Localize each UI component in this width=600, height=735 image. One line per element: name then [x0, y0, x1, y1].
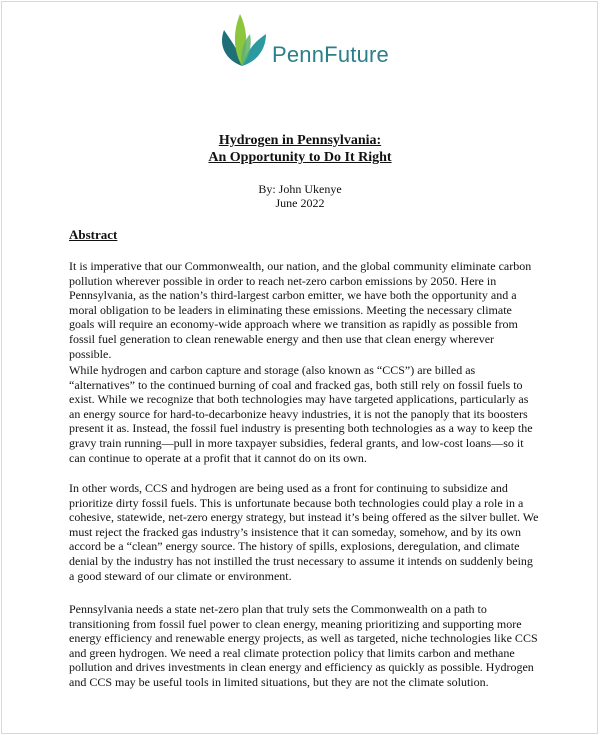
document-title-line2: An Opportunity to Do It Right	[208, 150, 392, 165]
logo-wordmark: PennFuture	[272, 42, 389, 67]
author-line: By: John Ukenye	[258, 182, 342, 196]
leaf-logo-icon	[212, 8, 272, 70]
abstract-paragraph-3: In other words, CCS and hydrogen are being used as a front for continuing to subsidize and prioritize dirty fossil fuels. This is unfortunate because both technologies could play a role in a cohesive, statewide, net-zero energy strategy, but instead it’s being offered as the silver bullet. We must reject the fracked gas industry’s insistence that it can someday, somehow, and by its own accord be a “clean” energy source. The history of spills, explosions, deregulation, and climate denial by the industry has not instilled the trust necessary to assume it intends on suddenly being a good steward of our climate or environment.	[69, 481, 539, 583]
abstract-paragraph-2: While hydrogen and carbon capture and storage (also known as “CCS”) are billed as “alternatives” to the continued burning of coal and fracked gas, both still rely on fossil fuels to exist. While we recognize that both technologies may have targeted applications, particularly as an energy source for hard-to-decarbonize heavy industries, it is not the panoply that its boosters present it as. Instead, the fossil fuel industry is presenting both technologies as a way to keep the gravy train running—pull in more taxpayer subsidies, federal grants, and low-cost loans—so it can continue to operate at a profit that it cannot do on its own.	[69, 363, 533, 465]
document-title-line1: Hydrogen in Pennsylvania:	[218, 133, 382, 148]
date-line: June 2022	[275, 196, 325, 210]
abstract-paragraph-1: It is imperative that our Commonwealth, our nation, and the global community eliminate carbon pollution wherever possible in order to reach net-zero carbon emissions by 2050. Here in Pennsylvania, as the nation’s third-largest carbon emitter, we have both the opportunity and a moral obligation to be leaders in eliminating these emissions. Meeting the necessary climate goals will require an economy-wide approach where we transition as rapidly as possible from fossil fuel generation to clean renewable energy and then use that clean energy wherever possible.	[69, 259, 532, 361]
abstract-paragraph-4: Pennsylvania needs a state net-zero plan that truly sets the Commonwealth on a path to transitioning from fossil fuel power to clean energy, meaning prioritizing and supporting more energy efficiency and renewable energy projects, as well as targeted, niche technologies like CCS and green hydrogen. We need a real climate protection policy that limits carbon and methane pollution and drives investments in clean energy and efficiency as quickly as possible. Hydrogen and CCS may be useful tools in limited situations, but they are not the climate solution.	[69, 602, 538, 689]
section-heading-abstract: Abstract	[69, 227, 118, 242]
pennfuture-logo	[212, 8, 412, 70]
